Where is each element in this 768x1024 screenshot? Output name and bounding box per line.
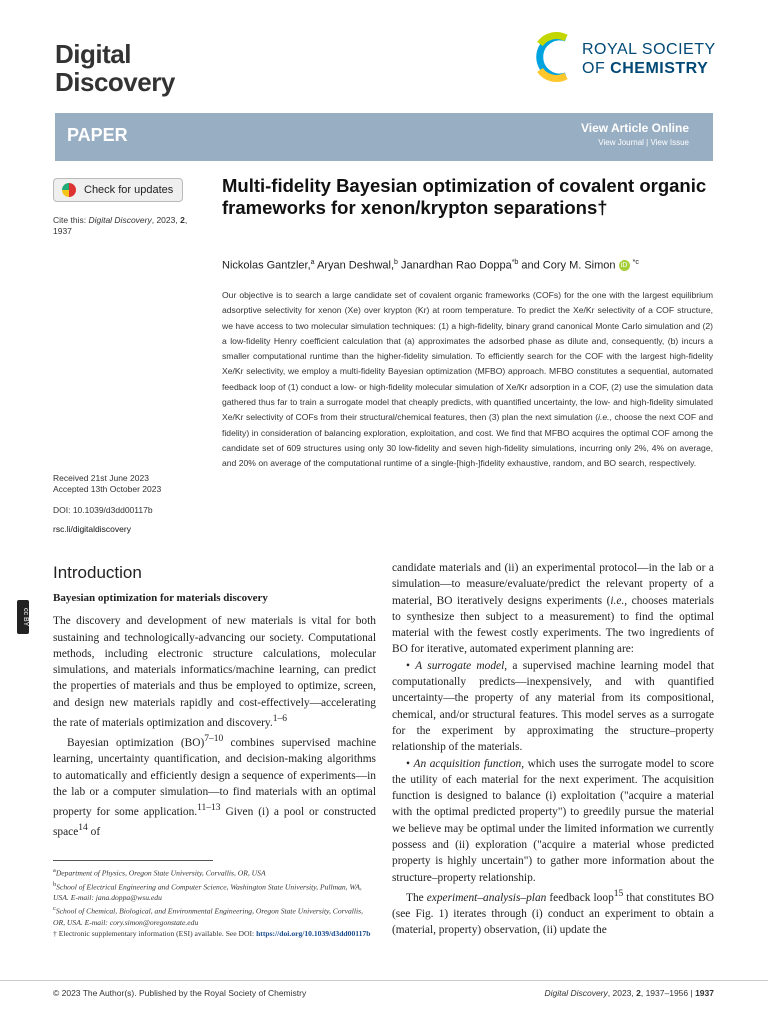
rsc-line2-prefix: OF bbox=[582, 60, 611, 77]
rsc-line2-bold: CHEMISTRY bbox=[610, 60, 709, 77]
bullet-item: • An acquisition function, which uses the surrogate model to score the utility of each material for the next experiment. The acquisition function is designed to balance (i) exploitation ("acquire a material with the optimal predicted property") to greedily pursue the material we believe may be optimal under the limited information we currently possess and (ii) exploration ("acquire a material whose predicted property is highly uncertain") to gather more information about the structure–property relationship. bbox=[392, 757, 714, 884]
affiliations: $^a$Department of Physics, Oregon State University, Corvallis, OR, USA $^b$School of Electrical Engineering and Computer Science, Washington State University, Pullman, WA, USA. E-mail: jana.doppa@wsu.edu $^c$School of Chemical, Biological, and Environmental Engineering, Oregon State University, Corvallis, OR, USA. E-mail: cory.simon@oregonstate.edu † Electronic supplementary information (ESI) available. See DOI: https://doi.org/10.1039/d3dd00117b bbox=[53, 860, 376, 939]
right-column bbox=[392, 560, 714, 939]
doi[interactable]: DOI: 10.1039/d3dd00117b bbox=[53, 505, 153, 515]
check-updates-label: Check for updates bbox=[84, 184, 174, 196]
citation: Cite this: Digital Discovery, 2023, 2, 1937 bbox=[53, 215, 188, 236]
copyright: © 2023 The Author(s). Published by the Royal Society of Chemistry bbox=[53, 988, 307, 998]
paragraph: The discovery and development of new materials is vital for both sustaining and technologically-advancing our society. Computational methods, including electronic structure calculations, molecular simulations, and materials informatics/machine learning, can predict the properties of materials and thus be employed to optimize, screen, and design new materials rapidly and cost-effectively—accelerating the rate of materials optimization and discovery.$^{1-6}$ bbox=[53, 615, 376, 729]
paragraph: The experiment–analysis–plan feedback loop$^{15}$ that constitutes BO (see Fig. 1) iterates through (i) conduct an experiment to obtain a (material, property) observation, (ii) update the bbox=[392, 888, 714, 937]
author-list: Nickolas Gantzler,$^a$ Aryan Deshwal,$^b$ Janardhan Rao Doppa$^{*b}$ and Cory M. Simon iD $^{*c}$ bbox=[222, 259, 639, 272]
section-heading: Introduction bbox=[53, 563, 142, 582]
article-banner bbox=[55, 113, 713, 161]
view-article-online-link[interactable]: View Article Online bbox=[580, 121, 689, 135]
view-journal-issue-links[interactable]: View Journal | View Issue bbox=[598, 138, 689, 147]
check-for-updates-button[interactable] bbox=[53, 178, 183, 202]
esi-link[interactable]: https://doi.org/10.1039/d3dd00117b bbox=[256, 928, 371, 938]
rsc-logo[interactable] bbox=[530, 30, 720, 90]
orcid-icon[interactable]: iD bbox=[619, 260, 630, 271]
abstract: Our objective is to search a large candidate set of covalent organic frameworks (COFs) for the one with the largest equilibrium adsorptive selectivity for xenon (Xe) over krypton (Kr) at room temperature. To predict the Xe/Kr selectivity of a COF structure, we have access to two molecular simulation techniques: (1) a high-fidelity, binary grand canonical Monte Carlo simulation and (2) a low-fidelity Henry coefficient calculation that (a) approximates the adsorbed phase as dilute and, consequently, (b) incurs a smaller computational runtime than the higher-fidelity simulation. To efficiently search for the COF with the largest high-fidelity Xe/Kr selectivity, we employ a multi-fidelity Bayesian optimization (MFBO) approach. MFBO constitutes a sequential, automated feedback loop of (1) conduct a low- or high-fidelity molecular simulation of Xe/Kr adsorption in a COF, (2) use the simulation data gathered thus far to train a surrogate model that cheaply predicts, with quantified uncertainty, the low- and high-fidelity simulated Xe/Kr selectivity of COFs from their structural/chemical features, then (3) plan the next simulation (i.e., choose the next COF and fidelity) in consideration of balancing exploration, exploitation, and cost. We find that MFBO acquires the optimal COF among the candidate set of 609 structures using only 30 low-fidelity and seven high-fidelity simulations, incurring only 2%, 4% on average, and 20% on average of the computational runtime of a single-[high-]fidelity exhaustive, random, and BO search, respectively. bbox=[222, 290, 713, 469]
bullet-item: • A surrogate model, a supervised machine learning model that computationally predicts—inexpensively, and with quantified uncertainty—the property of any material from its compositional, chemical, and/or structural features. This model serves as a surrogate for the experiment by approximating the structure–property relationship of the materials. bbox=[392, 659, 714, 754]
rsc-logo-icon bbox=[530, 30, 574, 84]
rsc-line1: ROYAL SOCIETY bbox=[582, 41, 716, 58]
journal-title bbox=[55, 40, 175, 96]
left-column bbox=[53, 590, 376, 840]
check-updates-icon bbox=[62, 183, 76, 197]
rsc-wordmark bbox=[582, 40, 716, 78]
subsection-heading: Bayesian optimization for materials discovery bbox=[53, 592, 268, 604]
article-title: Multi-fidelity Bayesian optimization of covalent organic frameworks for xenon/krypton separations† bbox=[222, 175, 707, 218]
paragraph: candidate materials and (ii) an experimental protocol—in the lab or a simulation—to measure/evaluate/predict the relevant property of a material, BO iteratively designs experiments (i.e., chooses materials to synthesize then subject to a measurement) to find the optimal material with the fewest costly experiments. The two ingredients of BO for iterative, automated experiment planning are: bbox=[392, 562, 714, 656]
page-reference: Digital Discovery, 2023, 2, 1937–1956 | 1937 bbox=[544, 988, 714, 998]
footer-divider bbox=[0, 980, 768, 981]
cc-by-license-icon[interactable]: cc BY bbox=[17, 600, 29, 634]
journal-title-line1: Digital bbox=[55, 39, 131, 69]
journal-title-line2: Discovery bbox=[55, 67, 175, 97]
article-type: PAPER bbox=[67, 125, 128, 145]
paragraph: Bayesian optimization (BO)$^{7-10}$ combines supervised machine learning, uncertainty quantification, and decision-making algorithms to automatically and efficiently design a sequence of experiments—in the lab or a computer simulation—to find materials with an optimal property for some application.$^{11-13}$ Given (i) a pool or constructed space$^{14}$ of bbox=[53, 734, 376, 839]
journal-link[interactable]: rsc.li/digitaldiscovery bbox=[53, 524, 131, 534]
received-dates: Received 21st June 2023 Accepted 13th October 2023 bbox=[53, 473, 162, 494]
